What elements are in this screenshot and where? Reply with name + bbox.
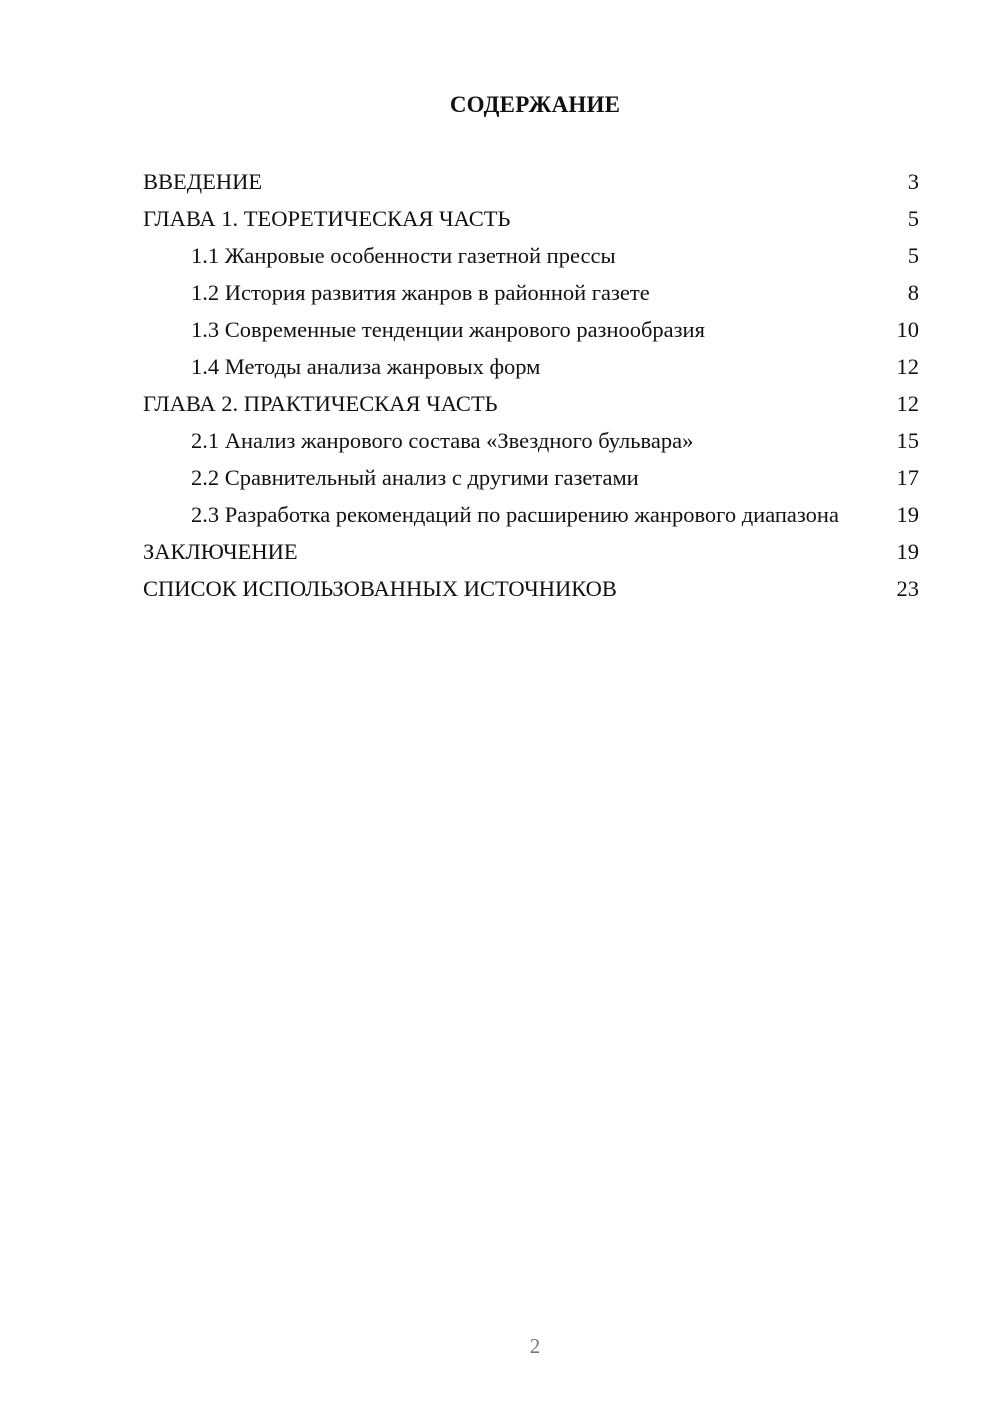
toc-entry xyxy=(143,501,919,528)
toc-entry xyxy=(143,575,919,602)
toc-entry-page: 19 xyxy=(896,539,919,564)
toc-entry xyxy=(143,538,919,565)
toc-entry-label: 2.1 Анализ жанрового состава «Звездного бульвара» xyxy=(191,428,694,453)
toc-list xyxy=(143,168,919,612)
toc-entry xyxy=(143,427,919,454)
toc-entry xyxy=(143,168,919,195)
toc-entry-label: ГЛАВА 1. ТЕОРЕТИЧЕСКАЯ ЧАСТЬ xyxy=(143,206,511,231)
toc-entry-label: 1.2 История развития жанров в районной газете xyxy=(191,280,650,305)
toc-entry xyxy=(143,242,919,269)
toc-entry-page: 12 xyxy=(896,391,919,416)
toc-entry-page: 5 xyxy=(907,243,919,268)
toc-entry-label: 1.3 Современные тенденции жанрового разнообразия xyxy=(191,317,705,342)
toc-entry xyxy=(143,464,919,491)
toc-entry xyxy=(143,390,919,417)
toc-entry-label: 2.2 Сравнительный анализ с другими газетами xyxy=(191,465,639,490)
toc-entry-label: 2.3 Разработка рекомендаций по расширению жанрового диапазона xyxy=(191,502,839,527)
toc-entry-label: ЗАКЛЮЧЕНИЕ xyxy=(143,539,298,564)
toc-entry-page: 3 xyxy=(907,169,919,194)
toc-entry xyxy=(143,353,919,380)
toc-entry xyxy=(143,279,919,306)
toc-entry-label: СПИСОК ИСПОЛЬЗОВАННЫХ ИСТОЧНИКОВ xyxy=(143,576,617,601)
toc-entry-page: 17 xyxy=(896,465,919,490)
toc-entry-page: 8 xyxy=(907,280,919,305)
toc-entry-label: ВВЕДЕНИЕ xyxy=(143,169,263,194)
toc-entry xyxy=(143,316,919,343)
toc-entry-page: 5 xyxy=(907,206,919,231)
toc-entry-page: 19 xyxy=(896,502,919,527)
toc-title: СОДЕРЖАНИЕ xyxy=(449,92,621,117)
toc-entry-label: 1.1 Жанровые особенности газетной прессы xyxy=(191,243,616,268)
toc-entry-label: 1.4 Методы анализа жанровых форм xyxy=(191,354,541,379)
page-number: 2 xyxy=(529,1334,541,1358)
toc-entry-page: 15 xyxy=(896,428,919,453)
toc-entry-page: 12 xyxy=(896,354,919,379)
toc-entry xyxy=(143,205,919,232)
toc-entry-page: 10 xyxy=(896,317,919,342)
toc-entry-page: 23 xyxy=(896,576,919,601)
toc-entry-label: ГЛАВА 2. ПРАКТИЧЕСКАЯ ЧАСТЬ xyxy=(143,391,498,416)
